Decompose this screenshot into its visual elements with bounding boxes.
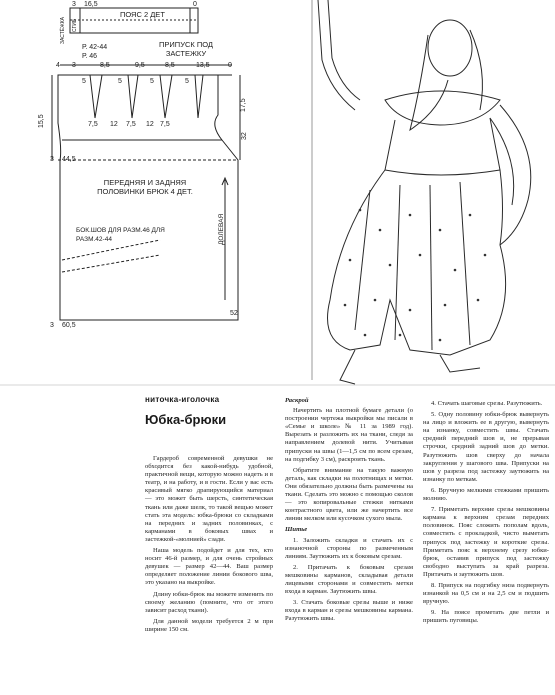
belt-dim-width: 16,5 [84,1,98,8]
dart-dim-2: 7,5 [126,121,136,128]
main-piece-label: ПЕРЕДНЯЯ И ЗАДНЯЯ ПОЛОВИНКИ БРЮК 4 ДЕТ. [97,178,193,196]
top-dim-4: 8,5 [165,62,175,69]
size-4244-note: Р. 42-44 [82,44,108,51]
paragraph: Начертить на плотной бумаге детали (о построении чертежа выкройки мы писали в «Семье и школе» № 11 за 1989 год). Вырезать и разложить их на ткани, следя за направлением долевой нити. Учитывая припуски на швы (1—1,5 см по всем срезам, на подгибку 3 см), раскроить ткань. [285,407,413,463]
dart-dim-4: 7,5 [160,121,170,128]
trouser-piece [58,75,238,320]
dart-dim-3: 12 [146,121,154,128]
dart-dim-1: 12 [110,121,118,128]
article-column-3 [423,400,549,628]
subheading-sewing: Шитье [285,526,308,534]
step-item: 4. Стачать шаговые срезы. Разутюжить. [431,400,543,407]
article-title: Юбка-брюки [145,412,227,427]
corner-3-b: 3 [50,322,54,329]
belt-fold-label: СГИБ [72,18,78,32]
step-item: 5. Одну половину юбки-брюк вывернуть на лицо и вложить ее в другую, вывернуть на изнанку, совместить швы. Стачать средний передний шов и, не прерывая строчки, средний задний шов до метки. Разутюжить шов сверху до начала закругления у шагового шва. Припуски на шов у разреза под застежку заутюжить на изнанку по меткам. [423,411,549,483]
article-column-1 [145,455,273,637]
step-item: 3. Стачать боковые срезы выше и ниже входа в карман и срезы мешковины кармана. Разутюжить швы. [285,599,413,623]
section-label: ниточка-иголочка [145,395,220,404]
dart-dim-0: 7,5 [88,121,98,128]
paragraph: Обратите внимание на такую важную деталь, как складки на полотнищах и метки. Они обязательно должны быть размечены на ткани. Сделать это можно с помощью сколов — это копировальные стежки нитками контрастного цвета, или же начертить все линии мелком или кусочком сухого мыла. [285,466,413,523]
top-dim-3: 9,5 [135,62,145,69]
top-dim-2: 8,5 [100,62,110,69]
left-dim-1: 17,5 [240,98,247,112]
right-num: 52 [230,310,238,317]
belt-dim-3: 3 [72,1,76,8]
article-column-2 [285,395,413,626]
step-item: 1. Заложить складки и стачать их с изнаночной стороны по размеченным линиям. Заутюжить их к боковым срезам. [285,536,413,560]
left-dim-0: 15,5 [38,114,45,128]
fashion-figure [318,0,531,384]
paragraph: Длину юбки-брюк вы можете изменить по своему желанию (помните, что от этого зависит расход ткани). [145,590,273,614]
corner-3-a: 3 [50,156,54,163]
top-dim-1: 3 [72,62,76,69]
size-46-note: Р. 46 [82,53,98,60]
mid-dim: 44,5 [62,156,76,163]
step-item: 2. Притачать к боковым срезам мешковины карманов, складывая детали лицевыми сторонами и совместить метки входа в карман. Заутюжить швы. [285,563,413,596]
bottom-dim: 60,5 [62,322,76,329]
paragraph: Гардероб современной девушки не обходится без какой-нибудь удобной, практичной вещи, которую можно надеть и в театр, и на работу, и в гости. Если у вас есть красивый мягко драпирующийся материал — это может быть шерсть, синтетическая ткань или даже шелк, то такой вещью может стать эта модель: юбка-брюки со складками на передних и задних половинках, с карманами в боковых швах и застежкой-«молнией» сзади. [145,455,273,543]
top-dim2-3: 5 [185,78,189,85]
top-dim2-2: 5 [150,78,154,85]
top-dim2-1: 5 [118,78,122,85]
step-item: 8. Припуск на подгибку низа подвернуть изнанкой на 0,5 см и на 2,5 см и подшить вручную. [423,581,549,606]
belt-dim-zero: 0 [193,1,197,8]
left-dim-2: 32 [241,132,248,140]
paragraph: Наша модель подойдет и для тех, кто носит 46-й размер, и для очень стройных девушек — размер 42—44. Ваш размер определяет положение линии бокового шва, это указано на выкройке. [145,547,273,587]
step-item: 7. Приметать верхние срезы мешковины кармана к верхним срезам передних половинок. Пояс сложить пополам вдоль, совместить с прокладкой, чисто выметать припуск под застежку и короткие срезы. Приметать пояс к верхнему срезу юбки-брюк, оставив припуск под застежку свободно выступать за край разреза. Притачать и заутюжить шов. [423,506,549,578]
top-dim-0: 4 [56,62,60,69]
allowance-label: ПРИПУСК ПОД ЗАСТЕЖКУ [159,40,213,58]
skirt-dots [344,209,487,342]
step-item: 9. На поясе прометать две петли и пришить пуговицы. [423,609,549,625]
paragraph: Для данной модели требуется 2 м при ширине 150 см. [145,617,273,633]
grain-label: ДОЛЕВАЯ [218,213,225,245]
step-item: 6. Вручную мелкими стежками пришить молнию. [423,486,549,503]
top-dim2-0: 5 [82,78,86,85]
subheading-cutting: Раскрой [285,397,309,404]
top-dim-5: 13,5 [196,62,210,69]
top-dim-6: 0 [228,62,232,69]
side-seam-label: БОК.ШОВ ДЛЯ РАЗМ.46 ДЛЯ РАЗМ.42-44 [76,227,165,243]
belt-label: ПОЯС 2 ДЕТ [120,10,165,19]
belt-closure-label: ЗАСТЁЖКА [60,17,66,44]
